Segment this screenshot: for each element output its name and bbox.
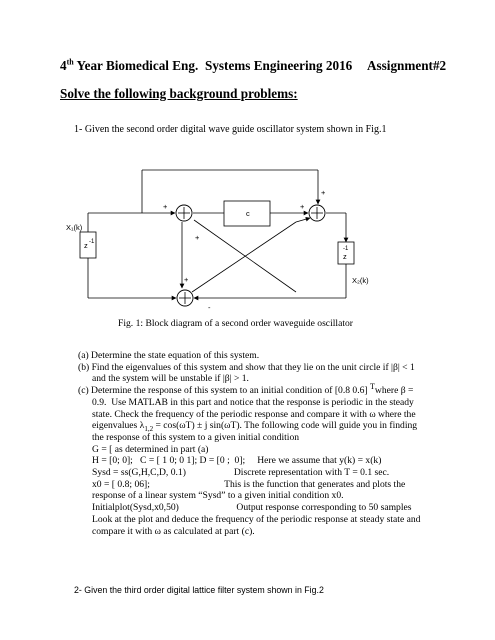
lambda-sub: 1,2	[144, 425, 154, 434]
item-c-line1-end: where β =	[374, 385, 414, 397]
item-b-line2: and the system will be unstable if |β| > 1.	[92, 373, 249, 385]
plus-sign: +	[184, 275, 189, 284]
item-c-line13: compare it with ω as calculated at part (c).	[92, 525, 255, 537]
question-2: 2- Given the third order digital lattice filter system shown in Fig.2	[74, 585, 324, 595]
plus-sign: +	[163, 202, 168, 211]
plus-sign: +	[321, 188, 326, 197]
item-c-line4	[78, 420, 450, 432]
right-delay-exp: -1	[343, 246, 349, 252]
header-assignment: Assignment#2	[367, 58, 447, 73]
left-delay-block	[80, 232, 96, 258]
header-year: 4	[60, 58, 67, 73]
item-c-line3: state. Check the frequency of the periodic response and compare it with ω where the	[92, 408, 416, 420]
item-b-line1: (b) Find the eigenvalues of this system and show that they lie on the unit circle if |β| < 1	[78, 361, 415, 373]
item-c-line5: the response of this system to a given initial condition	[92, 431, 300, 443]
code-line-h: H = [0; 0]; C = [ 1 0; 0 1]; D = [0 ; 0]; Here we assume that y(k) = x(k)	[92, 455, 382, 467]
item-c-line12: Look at the plot and deduce the frequency of the periodic response at steady state and	[92, 513, 421, 525]
x1-label: X₁(k)	[66, 223, 83, 232]
header-year-sup: th	[66, 57, 74, 67]
minus-sign: -	[208, 303, 211, 312]
page-title: Solve the following background problems:	[60, 86, 298, 101]
code-line-x0: x0 = [ 0.8; 06]; This is the function that generates and plots the	[92, 478, 406, 490]
gain-label: c	[246, 209, 250, 218]
x2-label: X₂(k)	[352, 276, 369, 285]
question-1-items	[78, 350, 450, 537]
code-line-sysd: Sysd = ss(G,H,C,D, 0.1) Discrete representation with T = 0.1 sec.	[92, 467, 390, 479]
item-c-line4-end: = cos(ωT) ± j sin(ωT). The following code will guide you in finding	[153, 420, 418, 432]
item-c-line2: 0.9. Use MATLAB in this part and notice that the response is periodic in the steady	[92, 396, 414, 408]
header-subject: Systems Engineering 2016	[205, 58, 353, 73]
header-course-rest: Year Biomedical Eng.	[73, 58, 199, 73]
left-delay-z: z	[84, 241, 88, 250]
figure-caption: Fig. 1: Block diagram of a second order waveguide oscillator	[118, 318, 353, 329]
item-c-line1-text: (c) Determine the response of this system to an initial condition of [0.8 0.6]	[78, 385, 371, 397]
code-line-x0-cont: response of a linear system “Sysd” to a given initial condition x0.	[92, 490, 344, 502]
item-a: (a) Determine the state equation of this system.	[78, 350, 260, 361]
left-delay-exp: -1	[89, 239, 95, 245]
right-delay-z: z	[343, 252, 347, 261]
code-line-g: G = [ as determined in part (a)	[92, 443, 209, 455]
code-line-initialplot: Initialplot(Sysd,x0,50) Output response corresponding to 50 samples	[92, 502, 412, 514]
plus-sign: +	[300, 202, 305, 211]
item-c-line1	[78, 381, 450, 397]
plus-sign: +	[195, 233, 200, 242]
item-c-line4-text: eigenvalues λ	[92, 420, 145, 432]
transpose-sup: T	[370, 381, 375, 391]
question-1: 1- Given the second order digital wave guide oscillator system shown in Fig.1	[74, 124, 387, 135]
